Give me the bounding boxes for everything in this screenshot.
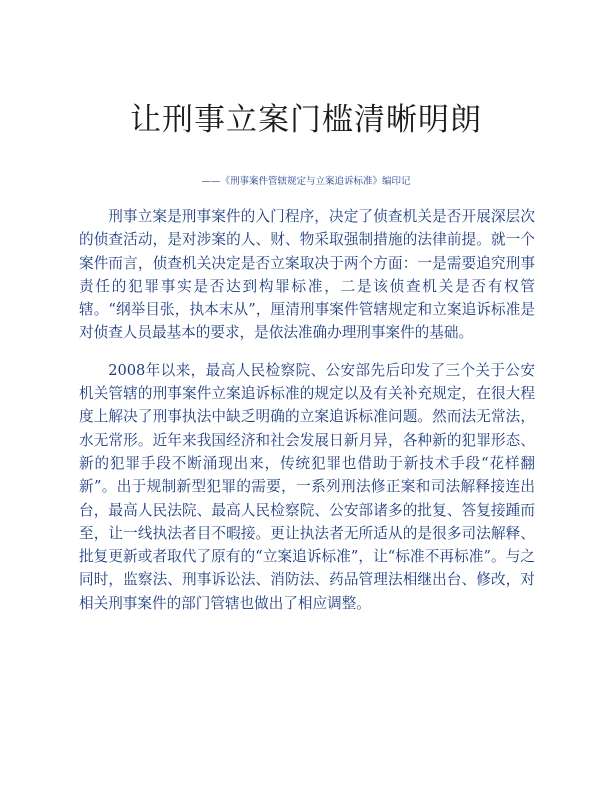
- body-paragraph: 2008年以来，最高人民检察院、公安部先后印发了三个关于公安机关管辖的刑事案件立案追诉标准的规定以及有关补充规定，在很大程度上解决了刑事执法中缺乏明确的立案追诉标准问题。然而法无常法，水无常形。近年来我国经济和社会发展日新月异，各种新的犯罪形态、新的犯罪手段不断涌现出来，传统犯罪也借助于新技术手段“花样翻新”。出于规制新型犯罪的需要，一系列刑法修正案和司法解释接连出台，最高人民法院、最高人民检察院、公安部诸多的批复、答复接踵而至，让一线执法者目不暇接。更让执法者无所适从的是很多司法解释、批复更新或者取代了原有的“立案追诉标准”，让“标准不再标准”。与之同时，监察法、刑事诉讼法、消防法、药品管理法相继出台、修改，对相关刑事案件的部门管辖也做出了相应调整。: [79, 361, 535, 612]
- page-title: 让刑事立案门槛清晰明朗: [130, 102, 482, 138]
- article-body: [79, 205, 535, 629]
- body-paragraph: 刑事立案是刑事案件的入门程序，决定了侦查机关是否开展深层次的侦查活动，是对涉案的人、财、物采取强制措施的法律前提。就一个案件而言，侦查机关决定是否立案取决于两个方面：一是需要追究刑事责任的犯罪事实是否达到构罪标准，二是该侦查机关是否有权管辖。“纲举目张，执本末从”，厘清刑事案件管辖规定和立案追诉标准是对侦查人员最基本的要求，是依法准确办理刑事案件的基础。: [79, 208, 535, 342]
- page-subtitle: ——《刑事案件管辖规定与立案追诉标准》编印记: [201, 176, 411, 187]
